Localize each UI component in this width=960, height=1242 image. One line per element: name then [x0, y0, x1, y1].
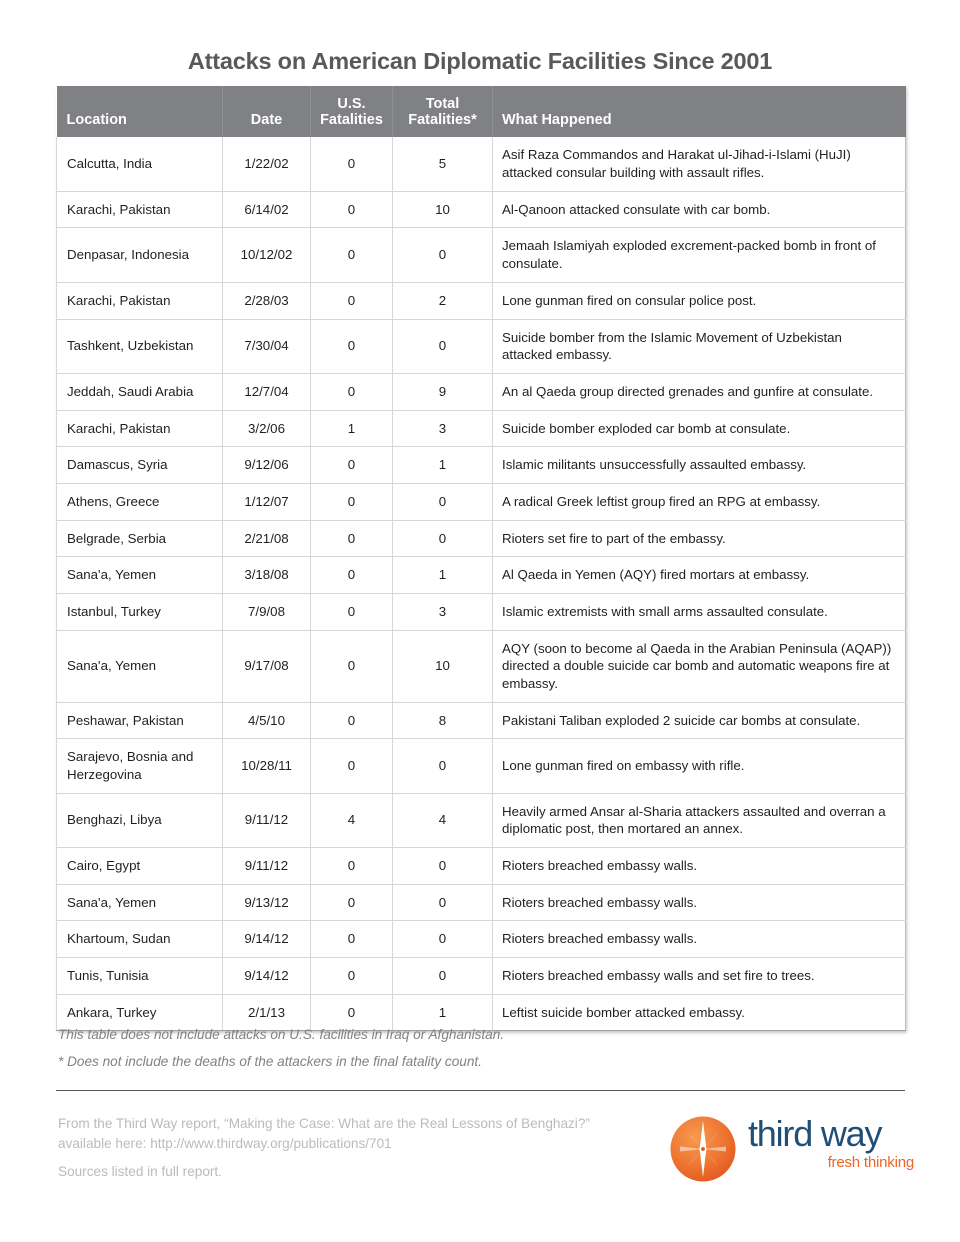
cell-us-fatalities: 0 — [311, 137, 393, 191]
column-header-us-fatalities — [311, 86, 393, 137]
footer-divider — [56, 1090, 905, 1091]
table-row — [57, 282, 906, 319]
footnote-asterisk: * Does not include the deaths of the attackers in the final fatality count. — [58, 1054, 482, 1070]
column-header-us-fatalities-line2: Fatalities — [320, 112, 383, 129]
attacks-table — [56, 86, 906, 1031]
column-header-what-happened: What Happened — [493, 86, 906, 137]
cell-date: 9/12/06 — [223, 447, 311, 484]
cell-what-happened: Islamic militants unsuccessfully assaulted embassy. — [493, 447, 906, 484]
cell-total-fatalities: 0 — [393, 921, 493, 958]
column-header-total-fatalities-line1: Total — [425, 96, 460, 112]
cell-us-fatalities: 0 — [311, 520, 393, 557]
cell-date: 7/30/04 — [223, 319, 311, 373]
cell-what-happened: Suicide bomber exploded car bomb at consulate. — [493, 410, 906, 447]
cell-what-happened: Al Qaeda in Yemen (AQY) fired mortars at embassy. — [493, 557, 906, 594]
table-row — [57, 410, 906, 447]
column-header-total-fatalities-line2: Fatalities* — [408, 112, 477, 129]
cell-location: Belgrade, Serbia — [57, 520, 223, 557]
cell-us-fatalities: 0 — [311, 630, 393, 702]
table-row — [57, 921, 906, 958]
cell-what-happened: Lone gunman fired on consular police post. — [493, 282, 906, 319]
cell-what-happened: Lone gunman fired on embassy with rifle. — [493, 739, 906, 793]
cell-us-fatalities: 0 — [311, 373, 393, 410]
cell-location: Calcutta, India — [57, 137, 223, 191]
cell-date: 1/12/07 — [223, 483, 311, 520]
cell-what-happened: Heavily armed Ansar al-Sharia attackers assaulted and overran a diplomatic post, then mortared an annex. — [493, 793, 906, 847]
cell-location: Benghazi, Libya — [57, 793, 223, 847]
cell-total-fatalities: 0 — [393, 520, 493, 557]
compass-icon — [666, 1112, 740, 1186]
cell-total-fatalities: 0 — [393, 483, 493, 520]
cell-what-happened: Islamic extremists with small arms assaulted consulate. — [493, 593, 906, 630]
cell-us-fatalities: 0 — [311, 319, 393, 373]
cell-what-happened: Rioters breached embassy walls and set fire to trees. — [493, 957, 906, 994]
table-header-row — [57, 86, 906, 137]
cell-us-fatalities: 0 — [311, 702, 393, 739]
cell-location: Karachi, Pakistan — [57, 410, 223, 447]
cell-total-fatalities: 0 — [393, 228, 493, 282]
cell-what-happened: A radical Greek leftist group fired an RPG at embassy. — [493, 483, 906, 520]
report-credit — [58, 1114, 658, 1182]
cell-location: Jeddah, Saudi Arabia — [57, 373, 223, 410]
cell-total-fatalities: 0 — [393, 884, 493, 921]
cell-date: 3/18/08 — [223, 557, 311, 594]
cell-total-fatalities: 10 — [393, 630, 493, 702]
cell-us-fatalities: 0 — [311, 483, 393, 520]
cell-date: 9/13/12 — [223, 884, 311, 921]
cell-us-fatalities: 0 — [311, 921, 393, 958]
footnotes — [58, 1027, 908, 1082]
cell-location: Sana'a, Yemen — [57, 884, 223, 921]
cell-location: Cairo, Egypt — [57, 847, 223, 884]
cell-what-happened: AQY (soon to become al Qaeda in the Arabian Peninsula (AQAP)) directed a double suicide car bomb and automatic weapons fire at embassy. — [493, 630, 906, 702]
cell-us-fatalities: 0 — [311, 282, 393, 319]
sources-note: Sources listed in full report. — [58, 1164, 222, 1180]
cell-us-fatalities: 0 — [311, 884, 393, 921]
cell-total-fatalities: 5 — [393, 137, 493, 191]
cell-total-fatalities: 1 — [393, 994, 493, 1031]
cell-what-happened: Leftist suicide bomber attacked embassy. — [493, 994, 906, 1031]
cell-date: 1/22/02 — [223, 137, 311, 191]
cell-date: 6/14/02 — [223, 191, 311, 228]
table-row — [57, 702, 906, 739]
cell-total-fatalities: 0 — [393, 957, 493, 994]
third-way-logo — [666, 1108, 916, 1196]
table-row — [57, 994, 906, 1031]
cell-us-fatalities: 1 — [311, 410, 393, 447]
cell-location: Damascus, Syria — [57, 447, 223, 484]
table-row — [57, 557, 906, 594]
page-title: Attacks on American Diplomatic Facilities Since 2001 — [187, 48, 773, 74]
cell-date: 9/14/12 — [223, 921, 311, 958]
cell-total-fatalities: 0 — [393, 319, 493, 373]
cell-location: Tashkent, Uzbekistan — [57, 319, 223, 373]
column-header-us-fatalities-line1: U.S. — [337, 96, 366, 112]
table-row — [57, 593, 906, 630]
table-row — [57, 447, 906, 484]
cell-what-happened: Rioters breached embassy walls. — [493, 884, 906, 921]
cell-us-fatalities: 0 — [311, 557, 393, 594]
cell-us-fatalities: 0 — [311, 957, 393, 994]
cell-us-fatalities: 0 — [311, 593, 393, 630]
cell-total-fatalities: 3 — [393, 410, 493, 447]
cell-total-fatalities: 1 — [393, 447, 493, 484]
table-row — [57, 884, 906, 921]
cell-what-happened: Rioters set fire to part of the embassy. — [493, 520, 906, 557]
attacks-table-container — [56, 86, 905, 1031]
cell-what-happened: Pakistani Taliban exploded 2 suicide car bombs at consulate. — [493, 702, 906, 739]
cell-date: 9/11/12 — [223, 847, 311, 884]
cell-total-fatalities: 3 — [393, 593, 493, 630]
table-row — [57, 137, 906, 191]
cell-date: 2/28/03 — [223, 282, 311, 319]
cell-date: 2/21/08 — [223, 520, 311, 557]
column-header-date: Date — [223, 86, 311, 137]
cell-location: Peshawar, Pakistan — [57, 702, 223, 739]
cell-total-fatalities: 0 — [393, 739, 493, 793]
cell-location: Sarajevo, Bosnia and Herzegovina — [57, 739, 223, 793]
cell-us-fatalities: 0 — [311, 191, 393, 228]
cell-location: Sana'a, Yemen — [57, 630, 223, 702]
logo-wordmark: third way — [748, 1113, 882, 1154]
cell-date: 10/28/11 — [223, 739, 311, 793]
cell-us-fatalities: 0 — [311, 847, 393, 884]
cell-what-happened: An al Qaeda group directed grenades and gunfire at consulate. — [493, 373, 906, 410]
column-header-total-fatalities — [393, 86, 493, 137]
cell-date: 9/11/12 — [223, 793, 311, 847]
cell-total-fatalities: 4 — [393, 793, 493, 847]
table-row — [57, 319, 906, 373]
table-header — [57, 86, 906, 137]
table-row — [57, 739, 906, 793]
table-row — [57, 847, 906, 884]
footer — [58, 1108, 914, 1198]
cell-location: Khartoum, Sudan — [57, 921, 223, 958]
cell-date: 7/9/08 — [223, 593, 311, 630]
cell-what-happened: Rioters breached embassy walls. — [493, 847, 906, 884]
table-row — [57, 191, 906, 228]
cell-date: 2/1/13 — [223, 994, 311, 1031]
cell-location: Athens, Greece — [57, 483, 223, 520]
table-row — [57, 793, 906, 847]
cell-total-fatalities: 0 — [393, 847, 493, 884]
cell-location: Karachi, Pakistan — [57, 191, 223, 228]
logo-tagline: fresh thinking — [827, 1154, 914, 1171]
cell-total-fatalities: 10 — [393, 191, 493, 228]
cell-us-fatalities: 0 — [311, 228, 393, 282]
cell-location: Ankara, Turkey — [57, 994, 223, 1031]
cell-location: Istanbul, Turkey — [57, 593, 223, 630]
cell-total-fatalities: 1 — [393, 557, 493, 594]
cell-location: Denpasar, Indonesia — [57, 228, 223, 282]
table-row — [57, 373, 906, 410]
table-row — [57, 957, 906, 994]
cell-what-happened: Suicide bomber from the Islamic Movement of Uzbekistan attacked embassy. — [493, 319, 906, 373]
cell-us-fatalities: 4 — [311, 793, 393, 847]
cell-total-fatalities: 8 — [393, 702, 493, 739]
cell-date: 4/5/10 — [223, 702, 311, 739]
cell-date: 9/14/12 — [223, 957, 311, 994]
report-credit-line2[interactable]: available here: http://www.thirdway.org/publications/701 — [58, 1135, 392, 1151]
cell-location: Tunis, Tunisia — [57, 957, 223, 994]
table-row — [57, 520, 906, 557]
report-credit-line1: From the Third Way report, “Making the Case: What are the Real Lessons of Benghazi?” — [58, 1116, 590, 1131]
cell-date: 3/2/06 — [223, 410, 311, 447]
cell-total-fatalities: 2 — [393, 282, 493, 319]
cell-total-fatalities: 9 — [393, 373, 493, 410]
cell-location: Sana'a, Yemen — [57, 557, 223, 594]
table-body — [57, 137, 906, 1030]
footnote-scope: This table does not include attacks on U.S. facilities in Iraq or Afghanistan. — [58, 1027, 505, 1042]
table-row — [57, 228, 906, 282]
cell-us-fatalities: 0 — [311, 739, 393, 793]
cell-what-happened: Jemaah Islamiyah exploded excrement-packed bomb in front of consulate. — [493, 228, 906, 282]
cell-location: Karachi, Pakistan — [57, 282, 223, 319]
cell-us-fatalities: 0 — [311, 994, 393, 1031]
cell-date: 10/12/02 — [223, 228, 311, 282]
table-row — [57, 630, 906, 702]
cell-date: 9/17/08 — [223, 630, 311, 702]
cell-what-happened: Asif Raza Commandos and Harakat ul-Jihad-i-Islami (HuJI) attacked consular building with assault rifles. — [493, 137, 906, 191]
cell-what-happened: Al-Qanoon attacked consulate with car bomb. — [493, 191, 906, 228]
cell-date: 12/7/04 — [223, 373, 311, 410]
cell-what-happened: Rioters breached embassy walls. — [493, 921, 906, 958]
column-header-location: Location — [57, 86, 223, 137]
logo-type — [748, 1113, 916, 1171]
table-row — [57, 483, 906, 520]
cell-us-fatalities: 0 — [311, 447, 393, 484]
